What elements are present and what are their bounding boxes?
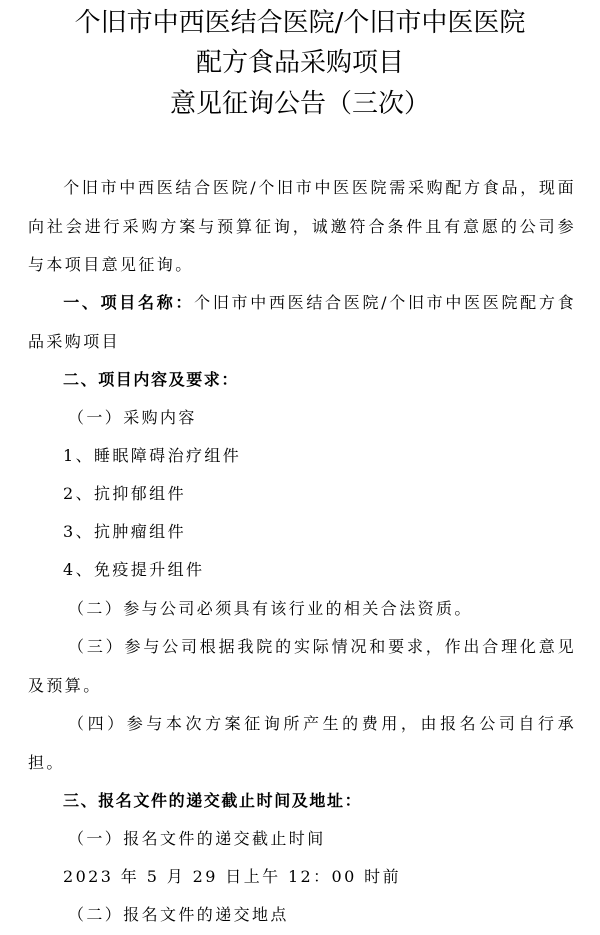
list-item: 1、睡眠障碍治疗组件 [63, 446, 242, 465]
list-item: 2、抗抑郁组件 [63, 484, 186, 503]
intro-paragraph: 个旧市中西医结合医院/个旧市中医医院需采购配方食品，现面向社会进行采购方案与预算征询，诚邀符合条件且有意愿的公司参与本项目意见征询。 [28, 178, 576, 274]
section-2-sub-4: （四）参与本次方案征询所产生的费用，由报名公司自行承担。 [28, 714, 576, 772]
section-3-sub-2: （二）报名文件的递交地点 [68, 905, 289, 924]
section-2-heading: 二、项目内容及要求： [63, 370, 240, 389]
section-3-sub-1: （一）报名文件的递交截止时间 [68, 829, 326, 848]
section-2-sub-2: （二）参与公司必须具有该行业的相关合法资质。 [68, 599, 473, 618]
section-1-text: 个旧市中西医结合医院/个旧市中医医院配方食品采购项目 [28, 293, 576, 351]
section-1-heading: 一、项目名称： [63, 293, 195, 312]
title-line-3: 意见征询公告（三次） [169, 89, 430, 119]
list-item: 3、抗肿瘤组件 [63, 522, 186, 541]
section-2-sub-1: （一）采购内容 [68, 408, 197, 427]
section-2-sub-3: （三）参与公司根据我院的实际情况和要求，作出合理化意见及预算。 [28, 637, 576, 695]
list-item: 4、免疫提升组件 [63, 560, 205, 579]
title-line-1: 个旧市中西医结合医院/个旧市中医医院 [74, 8, 526, 38]
section-3-heading: 三、报名文件的递交截止时间及地址： [63, 791, 363, 810]
section-1-paragraph [28, 284, 576, 361]
deadline-text: 2023 年 5 月 29 日上午 12：00 时前 [63, 867, 401, 886]
title-line-2: 配方食品采购项目 [195, 48, 404, 78]
